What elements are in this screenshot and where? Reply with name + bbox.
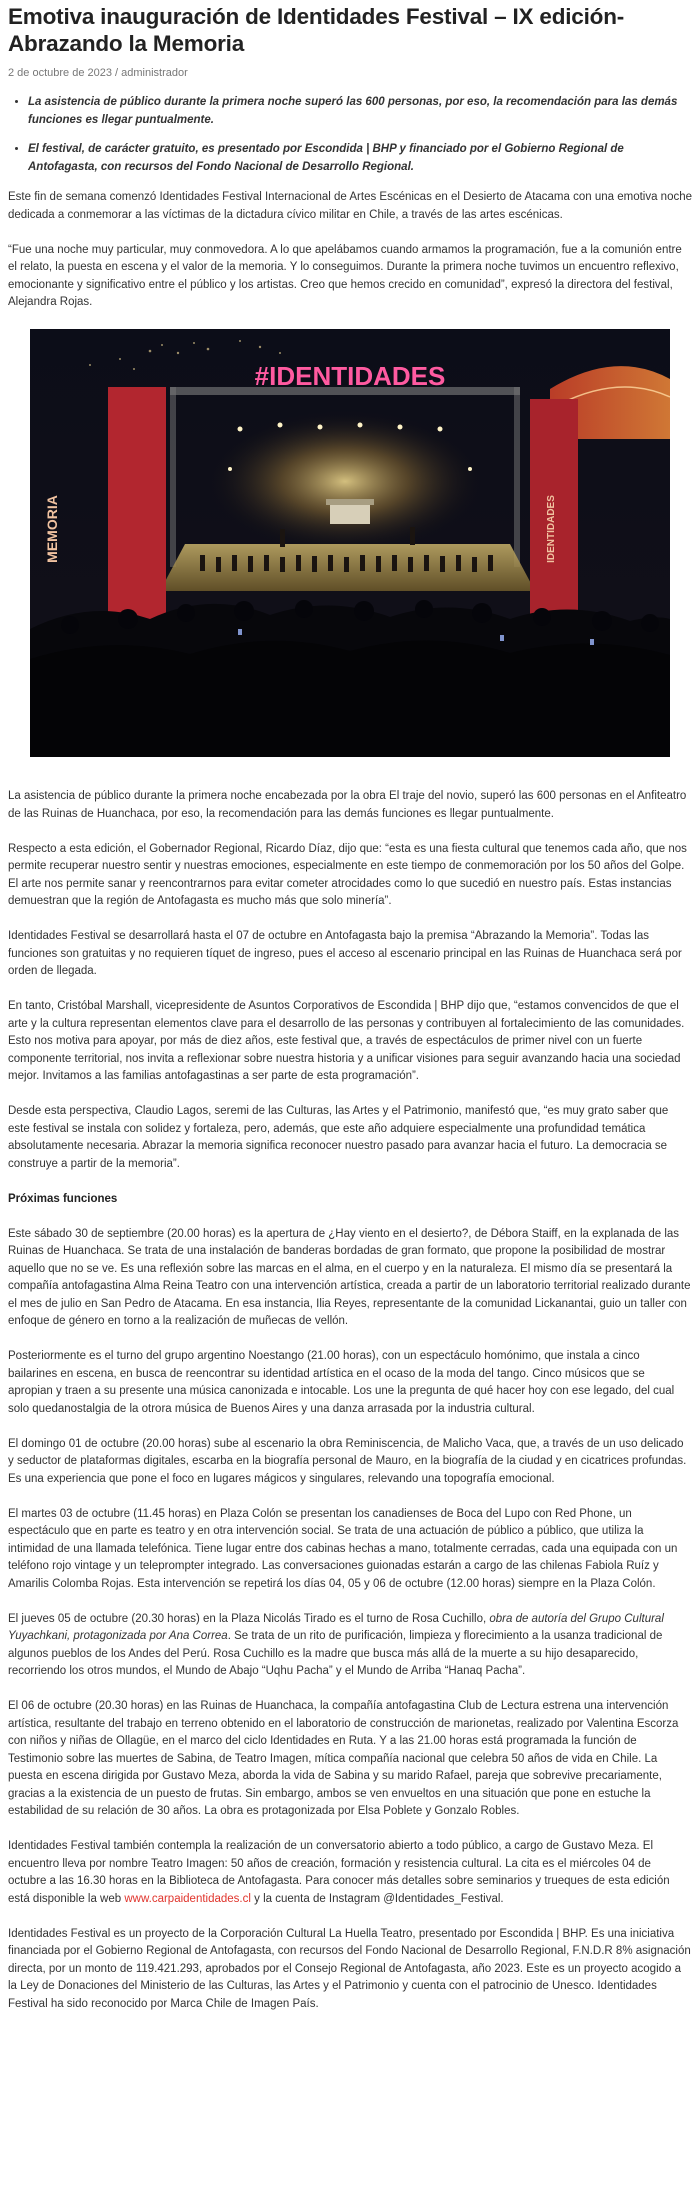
rosa-italic: obra de autoría del Grupo Cultural Yuyachkani, protagonizada por Ana Correa: [8, 1612, 664, 1642]
closing-paragraph: Identidades Festival es un proyecto de la Corporación Cultural La Huella Teatro, presentado por Escondida | BHP. Es una iniciativa financiada por el Gobierno Regional de Antofagasta, con recursos del Fondo Nacional de Desarrollo Regional, F.N.D.R 8% asignación directa, por un monto de 119.421.293, aprobados por el Consejo Regional de Antofagasta, año 2023. Este es un proyecto acogido a la Ley de Donaciones del Ministerio de las Culturas, las Artes y el Patrimonio y cuenta con el patrocinio de Unesco. Identidades Festival ha sido reconocido por Marca Chile de Imagen País.: [8, 1927, 691, 2010]
publish-date[interactable]: 2 de octubre de 2023: [8, 67, 112, 79]
function-paragraph: El 06 de octubre (20.30 horas) en las Ruinas de Huanchaca, la compañía antofagastina Club de Lectura estrena una intervención artística, resultante del trabajo en terreno obtenido en el laboratorio de construcción de marionetas, realizado por Valentina Escorza con niños y niñas de Ollagüe, en el marco del ciclo Identidades en Ruta. Y a las 21.00 horas está programada la función de Testimonio sobre las muertes de Sabina, de Teatro Imagen, mítica compañía nacional que celebra 50 años de vida en Chile. La puesta en escena dirigida por Gustavo Meza, aborda la vida de Sabina y su marido Rafael, pareja que sobrevive precariamente, gracias a la existencia de un puesto de frutas. Sin embargo, ambos se ven envueltos en una situación que pone en estuche la estabilidad de su relación de 30 años. La obra es protagonizada por Elsa Poblete y Gonzalo Robles.: [8, 1700, 679, 1817]
function-paragraph: El martes 03 de octubre (11.45 horas) en Plaza Colón se presentan los canadienses de Boca del Lupo con Red Phone, un espectáculo que en parte es teatro y en otra intervención social. Se trata de una actuación de público a público, que utiliza la intimidad de una llamada telefónica. Tiene lugar entre dos cabinas hechas a mano, totalmente cerradas, cada una equipada con un teléfono rojo vintage y un teleprompter integrado. Las conversaciones guionadas estarán a cargo de las chilenas Fabiola Ruíz y Amarilis Colomba Rojas. Esta intervención se repetirá los días 04, 05 y 06 de octubre (12.00 horas) siempre en la Plaza Colón.: [8, 1507, 678, 1590]
sign-text: #IDENTIDADES: [254, 361, 446, 391]
function-paragraph: Posteriormente es el turno del grupo argentino Noestango (21.00 horas), con un espectáculo homónimo, que instala a cinco bailarines en escena, en busca de reencontrar su identidad artística en el ocaso de la moda del tango. Cinco músicos que se apropian y traen a su presente una música canonizada e intocable. Los une la pregunta de qué hacer hoy con ese legado, del cual solo quedanostalgia de la otrora música de Buenos Aires y una danza arrasada por la industria cultural.: [8, 1350, 675, 1415]
website-link[interactable]: www.carpaidentidades.cl: [124, 1892, 251, 1905]
highlights-list: [8, 94, 692, 176]
function-paragraph-rosa: [8, 1611, 692, 1681]
intro-paragraph: Este fin de semana comenzó Identidades Festival Internacional de Artes Escénicas en el Desierto de Atacama con una emotiva noche dedicada a conmemorar a las víctimas de la dictadura cívico militar en Chile, a través de las artes escénicas.: [8, 191, 693, 221]
conversatorio-text-1: Identidades Festival también contempla la realización de un conversatorio abierto a todo público, a cargo de Gustavo Meza. El encuentro lleva por nombre Teatro Imagen: 50 años de creación, formación y resistencia cultural. La cita es el miércoles 04 de octubre a las 16.30 horas en la Biblioteca de Antofagasta. Para conocer más detalles sobre seminarios y trueques de esta edición está disponible la web: [8, 1840, 670, 1905]
function-paragraph: El domingo 01 de octubre (20.00 horas) sube al escenario la obra Reminiscencia, de Malicho Vaca, que, a través de un uso delicado y seductor de plataformas digitales, escarba en la biografía personal de Mauro, en la biografía de la ciudad y en cicatrices profundas. Es una experiencia que pone el foco en lugares mágicos y singulares, relevando una topografía emocional.: [8, 1437, 687, 1485]
rosa-text-1: El jueves 05 de octubre (20.30 horas) en la Plaza Nicolás Tirado es el turno de Rosa Cuchillo,: [8, 1612, 490, 1625]
author-link[interactable]: administrador: [121, 67, 188, 79]
body-paragraph: Desde esta perspectiva, Claudio Lagos, seremi de las Culturas, las Artes y el Patrimonio, manifestó que, “es muy grato saber que este festival se instala con solidez y fortaleza, pero, además, que este año adquiere especialmente una profundidad temática absolutamente necesaria. Abrazar la memoria significa reconocer nuestro pasado para avanzar hacia el futuro. La democracia se construye a partir de la memoria”.: [8, 1105, 669, 1170]
body-paragraph: La asistencia de público durante la primera noche encabezada por la obra El traje del novio, superó las 600 personas en el Anfiteatro de las Ruinas de Huanchaca, por eso, la recomendación para las demás funciones es llegar puntualmente.: [8, 790, 687, 820]
highlight-item: • El festival, de carácter gratuito, es presentado por Escondida | BHP y financiado por el Gobierno Regional de Antofagasta, con recursos del Fondo Nacional de Desarrollo Regional.: [28, 141, 692, 176]
function-paragraph: Este sábado 30 de septiembre (20.00 horas) es la apertura de ¿Hay viento en el desierto?, de Débora Staiff, en la explanada de las Ruinas de Huanchaca. Se trata de una instalación de banderas bordadas de gran formato, que propone la posibilidad de mostrar aquello que no se ve. Es una reflexión sobre las marcas en el alma, en el cuerpo y en la naturaleza. El mismo día se presentará la compañía antofagastina Alma Reina Teatro con una intervención artística, creada a partir de un laboratorio territorial realizado durante el mes de julio en San Pedro de Atacama. En esa instancia, Ilia Reyes, representante de la comunidad Lickanantai, guio un taller con enfoque de género en torno a la realización de muñecas de vellón.: [8, 1227, 691, 1327]
section-heading: Próximas funciones: [8, 1192, 118, 1205]
conversatorio-paragraph: [8, 1838, 692, 1908]
article-title: Emotiva inauguración de Identidades Festival – IX edición- Abrazando la Memoria: [8, 4, 625, 56]
banner-left-text: MEMORIA: [44, 495, 60, 563]
festival-photo: [30, 329, 670, 757]
meta-separator: /: [111, 67, 122, 79]
banner-right-text: IDENTIDADES: [546, 495, 557, 563]
body-paragraph: En tanto, Cristóbal Marshall, vicepresidente de Asuntos Corporativos de Escondida | BHP dijo que, “estamos convencidos de que el arte y la cultura representan elementos clave para el desarrollo de las personas y contribuyen al fortalecimiento de las comunidades. Esto nos motiva para apoyar, por más de diez años, este festival que, a través de espectáculos de primer nivel con un fuerte componente territorial, nos invita a reflexionar sobre nuestra historia y a unificar visiones para seguir avanzando hacia una sociedad mejor. Invitamos a las familias antofagastinas a ser parte de esta programación”.: [8, 1000, 685, 1082]
conversatorio-text-2: y la cuenta de Instagram @Identidades_Festival.: [250, 1892, 504, 1905]
quote-paragraph: “Fue una noche muy particular, muy conmovedora. A lo que apelábamos cuando armamos la programación, fue a la comunión entre el relato, la puesta en escena y el valor de la memoria. Y lo conseguimos. Durante la primera noche tuvimos un encuentro reflexivo, emocionante y significativo entre el público y los artistas. Creo que hemos crecido en comunidad”, expresó la directora del festival, Alejandra Rojas.: [8, 243, 682, 308]
body-paragraph: Respecto a esta edición, el Gobernador Regional, Ricardo Díaz, dijo que: “esta es una fiesta cultural que tenemos cada año, que nos permite recuperar nuestro sentir y nuestras emociones, especialmente en este tiempo de conmemoración por los 50 años del Golpe. El arte nos permite sanar y reencontrarnos para evitar cometer atrocidades como lo que sucedió en nuestro país. Estas instancias demuestran que la región de Antofagasta es mucho más que solo minería”.: [8, 842, 687, 907]
rosa-text-2: . Se trata de un rito de purificación, limpieza y florecimiento a la usanza tradicional de algunos pueblos de los Andes del Perú. Rosa Cuchillo es la madre que busca más allá de la muerte a su hijo desaparecido, recorriendo los otros mundos, el Mundo de Abajo “Uqhu Pacha” y el Mundo de Arriba “Hanaq Pacha”.: [8, 1630, 663, 1677]
body-paragraph: Identidades Festival se desarrollará hasta el 07 de octubre en Antofagasta bajo la premisa “Abrazando la Memoria”. Todas las funciones son gratuitas y no requieren tíquet de ingreso, pues el acceso al escenario principal en las Ruinas de Huanchaca será por orden de llegada.: [8, 930, 682, 977]
highlight-item: • La asistencia de público durante la primera noche superó las 600 personas, por eso, la recomendación para las demás funciones es llegar puntualmente.: [28, 94, 692, 129]
article-meta: [8, 66, 692, 80]
